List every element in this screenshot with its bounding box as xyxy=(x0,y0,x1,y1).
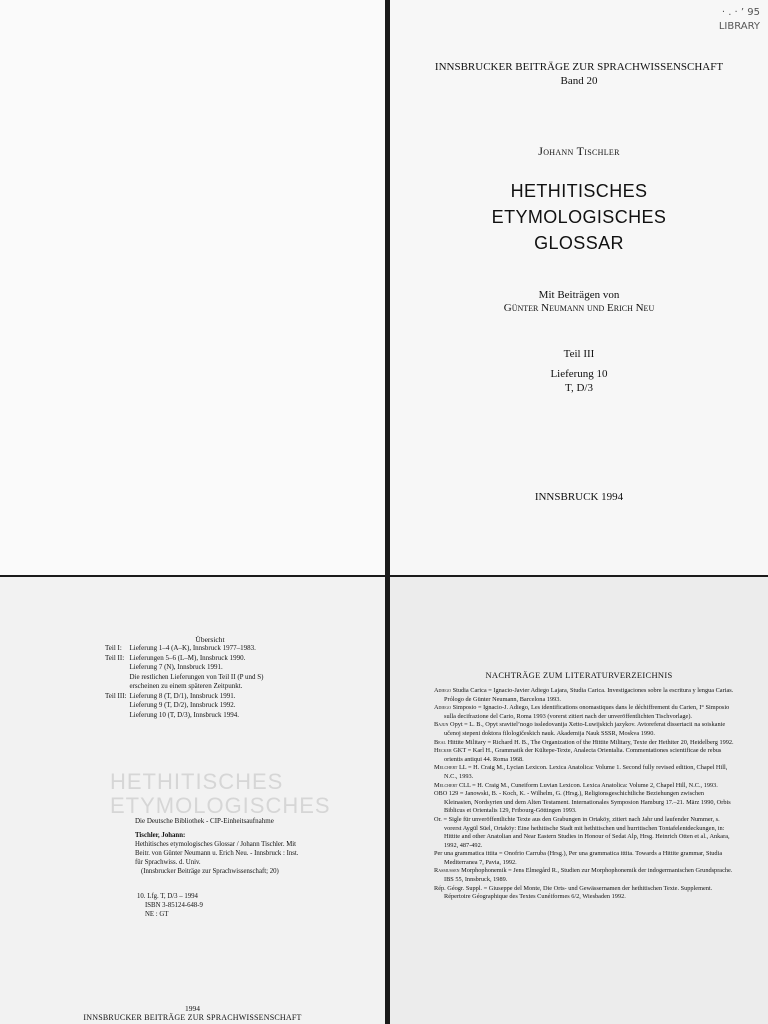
overview-row xyxy=(105,682,267,692)
cip-isbn-line: 10. Lfg. T, D/3 – 1994 xyxy=(137,893,198,900)
contrib-names: Günter Neumann und Erich Neu xyxy=(503,302,655,314)
cip-isbn-line: ISBN 3-85124-648-9 xyxy=(145,902,203,909)
entry-author-key: Bajun xyxy=(434,721,449,729)
overview-table xyxy=(105,644,267,720)
bibliography-heading: NACHTRÄGE ZUM LITERATURVERZEICHNIS xyxy=(485,670,673,680)
entry-text: OBO 129 = Janowski, B. - Koch, K. - Wilhelm, G. (Hrsg.), Religionsgeschichtliche Beziehungen zwischen Kleinasien, Nordsyrien und dem Alten Testament. Internationales Symposion Hamburg 17.–21. März 1990, Orbis Biblicus et Orientalis 129, Fribourg-Göttingen 1993. xyxy=(434,790,731,815)
author-name: Johann Tischler xyxy=(538,144,620,158)
overview-entry: Lieferung 8 (T, D/1), Innsbruck 1991. xyxy=(129,691,236,700)
overview-entry: Lieferung 1–4 (A–K), Innsbruck 1977–1983. xyxy=(129,644,256,652)
contrib-intro: Mit Beiträgen von xyxy=(538,289,620,301)
cip-record xyxy=(135,831,365,876)
entry-text: Rép. Géogr. Suppl. = Giuseppe del Monte, Die Orts- und Gewässernamen der hethitischen Texte. Supplement. Répertoire Géographique des Textes Cunéiformes 6/2, Wiesbaden 1992. xyxy=(434,884,713,901)
overview-part-label xyxy=(105,682,129,692)
entry-text: Simposio = Ignacio-J. Adiego, Les identifications onomastiques dans le déchiffrement du Carien, I° Simposio sulla decifrazione del Cario, Roma 1993 (vorerst zitiert nach der unveröffentlichten Tischvorlage). xyxy=(444,704,730,720)
entry-text: CLL = H. Craig M., Cuneiform Luvian Lexicon. Lexica Anatolica: Volume 2, Chapel Hill, N.C., 1993. xyxy=(458,781,718,789)
bibliography-entry xyxy=(434,790,734,816)
entry-author-key: Adiego xyxy=(434,704,451,712)
overview-part-label xyxy=(105,663,129,673)
part-info xyxy=(390,347,768,395)
overview-part-label: Teil III: xyxy=(105,691,127,700)
entry-author-key: Rasmussen xyxy=(434,867,460,875)
cip-line: Hethitisches etymologisches Glossar / Johann Tischler. Mit xyxy=(135,841,297,848)
cip-author: Tischler, Johann: xyxy=(135,832,186,839)
entry-author-key: Hecker xyxy=(434,747,452,755)
entry-author-key: Melchert xyxy=(434,781,458,789)
show-through-text xyxy=(110,770,331,818)
stamp-line: · . · ’ 95 xyxy=(721,7,760,18)
cip-line: (Innsbrucker Beiträge zur Sprachwissenschaft; 20) xyxy=(141,868,279,875)
overview-row xyxy=(105,701,267,711)
bibliography-entry xyxy=(434,721,734,738)
footer-year: 1994 xyxy=(185,1004,200,1013)
colophon-page xyxy=(0,577,385,1024)
overview-entry: Lieferungen 5–6 (L–M), Innsbruck 1990. xyxy=(129,653,246,662)
overview-row xyxy=(105,673,267,683)
entry-text: LL = H. Craig M., Lycian Lexicon. Lexica Anatolica: Volume 1. Second fully revised edition, Chapel Hill, N.C., 1993. xyxy=(444,764,728,780)
series-block xyxy=(390,60,768,88)
overview-entry: Die restlichen Lieferungen von Teil II (P und S) xyxy=(129,672,264,681)
cip-line: Beitr. von Günter Neumann u. Erich Neu. - Innsbruck : Inst. xyxy=(135,850,299,857)
fascicle-label: T, D/3 xyxy=(565,382,593,394)
overview-part-label xyxy=(105,701,129,711)
entry-author-key: Beal xyxy=(434,738,446,746)
entry-text: Opyt = L. B., Opyt sravitel’nogo issledovanija Xetto-Luwijskich jazykov. Avtoreferat dissertacii na soiskanie učenoj stepeni doktora filologičeskich nauk. Akademija Nauk SSSR, Moskva 1990. xyxy=(444,721,726,737)
footer-series: INNSBRUCKER BEITRÄGE ZUR SPRACHWISSENSCHAFT xyxy=(83,1013,302,1022)
overview-entry: erscheinen zu einem späteren Zeitpunkt. xyxy=(129,682,243,690)
cip-line: für Sprachwiss. d. Univ. xyxy=(135,859,201,866)
bibliography-page xyxy=(390,577,768,1024)
overview-row xyxy=(105,644,267,654)
bibliography-entry xyxy=(434,704,734,721)
cip-isbn-block xyxy=(137,892,203,919)
overview-row xyxy=(105,654,267,664)
volume-number: Band 20 xyxy=(560,75,598,87)
title-line: HETHITISCHES xyxy=(510,181,648,201)
bibliography-entry xyxy=(434,747,734,764)
stamp-line: LIBRARY xyxy=(718,21,760,32)
blank-page xyxy=(0,0,385,575)
title-line: ETYMOLOGISCHES xyxy=(491,207,667,227)
overview-entry: Lieferung 9 (T, D/2), Innsbruck 1992. xyxy=(129,701,236,709)
cip-heading: Die Deutsche Bibliothek - CIP-Einheitsaufnahme xyxy=(135,817,274,825)
overview-entry: Lieferung 10 (T, D/3), Innsbruck 1994. xyxy=(129,710,239,719)
overview-part-label: Teil I: xyxy=(105,644,122,652)
contributors xyxy=(390,289,768,315)
cip-isbn-line: NE : GT xyxy=(145,911,169,918)
entry-text: Hittite Military = Richard H. B., The Organization of the Hittite Military, Texte der Hethiter 20, Heidelberg 1992. xyxy=(447,738,734,746)
overview-part-label xyxy=(105,711,129,721)
overview-entry: Lieferung 7 (N), Innsbruck 1991. xyxy=(129,663,223,671)
book-title xyxy=(390,178,768,256)
ghost-line: HETHITISCHES xyxy=(110,769,284,794)
title-page xyxy=(390,0,768,575)
part-label: Teil III xyxy=(563,348,595,360)
bibliography-entry xyxy=(434,782,734,791)
issue-label: Lieferung 10 xyxy=(550,368,608,380)
overview-part-label xyxy=(105,673,129,683)
bibliography-entry xyxy=(434,816,734,850)
entry-author-key: Adiego xyxy=(434,687,451,694)
entry-text: Or. = Sigle für unveröffentlichte Texte aus den Grabungen in Ortaköy, zitiert nach Jahr und laufender Nummer, s. vorerst Aygül Süel, Ortaköy: Eine hethitische Stadt mit hethitischen und hurritischen Tontafelentdeckungen, in: Hittite and other Anatolian and Near Eastern Studies in Honour of Sedat Alp, Hrsg. Heinrich Otten et al., Ankara, 1992, 487-492. xyxy=(434,815,730,849)
bibliography-entry xyxy=(434,850,734,867)
entry-author-key: Melchert xyxy=(434,764,458,772)
entry-text: Per una grammatica ittita = Onofrio Carruba (Hrsg.), Per una grammatica ittita. Towards a Hittite grammar, Studia Mediterranea 7, Pavia, 1992. xyxy=(434,850,723,866)
bibliography-entry xyxy=(434,867,734,884)
title-line: GLOSSAR xyxy=(534,233,624,253)
entry-text: GKT = Karl H., Grammatik der Kültepe-Texte, Analecta Orientalia. Commentationes scientificae de rebus orientis antiqui 44. Roma 1968. xyxy=(444,747,722,763)
overview-row xyxy=(105,692,267,702)
bibliography-entry xyxy=(434,885,734,902)
bibliography-entry xyxy=(434,687,734,704)
bibliography-list xyxy=(434,687,734,902)
bibliography-entry xyxy=(434,739,734,748)
entry-text: Morphophonemik = Jens Elmegård R., Studien zur Morphophonemik der indogermanischen Grundsprache. IBS 55, Innsbruck, 1989. xyxy=(444,867,733,884)
entry-text: Studia Carica = Ignacio-Javier Adiego Lajara, Studia Carica. Investigaciones sobre la escritura y lengua Carias. Prólogo de Günter Neumann, Barcelona 1993. xyxy=(444,687,734,703)
library-stamp xyxy=(719,6,760,34)
overview-part-label: Teil II: xyxy=(105,653,125,662)
overview-row xyxy=(105,711,267,721)
overview-row xyxy=(105,663,267,673)
ghost-line: ETYMOLOGISCHES xyxy=(110,793,331,818)
series-name: INNSBRUCKER BEITRÄGE ZUR SPRACHWISSENSCHAFT xyxy=(434,61,724,73)
bibliography-entry xyxy=(434,764,734,781)
overview-title: Übersicht xyxy=(195,635,225,644)
imprint: INNSBRUCK 1994 xyxy=(534,491,624,503)
